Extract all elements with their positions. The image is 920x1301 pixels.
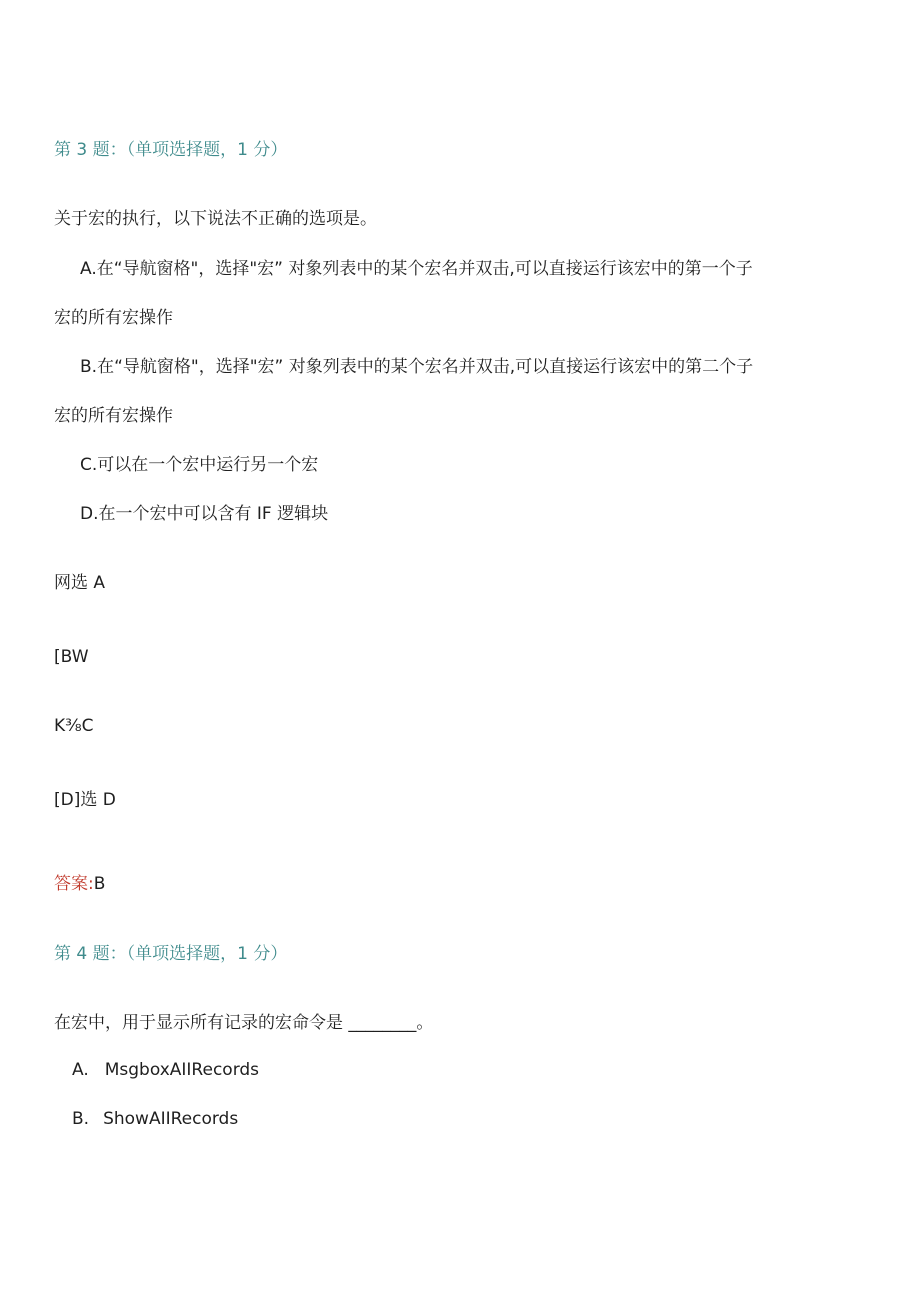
option-c: C.可以在一个宏中运行另一个宏 <box>80 455 319 475</box>
option-a-line2: 宏的所有宏操作 <box>54 308 173 328</box>
option-a-line1: A.在“导航窗格"，选择"宏” 对象列表中的某个宏名并双击,可以直接运行该宏中的第一个子 <box>80 259 753 279</box>
answer-value: B <box>93 874 106 894</box>
question-4-stem: 在宏中，用于显示所有记录的宏命令是 ________。 <box>54 1013 434 1033</box>
question-3-heading: 第 3 题：（单项选择题，1 分） <box>54 140 288 160</box>
q4-option-a-letter: A. <box>72 1060 89 1080</box>
q4-option-a-text: MsgboxAIIRecords <box>104 1060 260 1080</box>
choice-c: K⅜C <box>54 716 94 736</box>
q4-option-b <box>72 1107 238 1131</box>
option-d: D.在一个宏中可以含有 IF 逻辑块 <box>80 504 329 524</box>
q4-option-b-text: ShowAIIRecords <box>103 1109 239 1129</box>
option-b-line1: B.在“导航窗格"，选择"宏” 对象列表中的某个宏名并双击,可以直接运行该宏中的第二个子 <box>80 357 754 377</box>
q4-option-b-letter: B. <box>72 1109 90 1129</box>
option-b-line2: 宏的所有宏操作 <box>54 406 173 426</box>
answer-label: 答案: <box>54 874 94 894</box>
choice-d: [D]选 D <box>54 790 116 810</box>
q4-option-a <box>72 1058 259 1082</box>
choice-a: 网选 A <box>54 573 106 593</box>
question-4-heading: 第 4 题：（单项选择题，1 分） <box>54 944 288 964</box>
answer-line <box>54 872 105 896</box>
question-3-stem: 关于宏的执行，以下说法不正确的选项是。 <box>54 209 377 229</box>
choice-b: [BW <box>54 647 89 667</box>
